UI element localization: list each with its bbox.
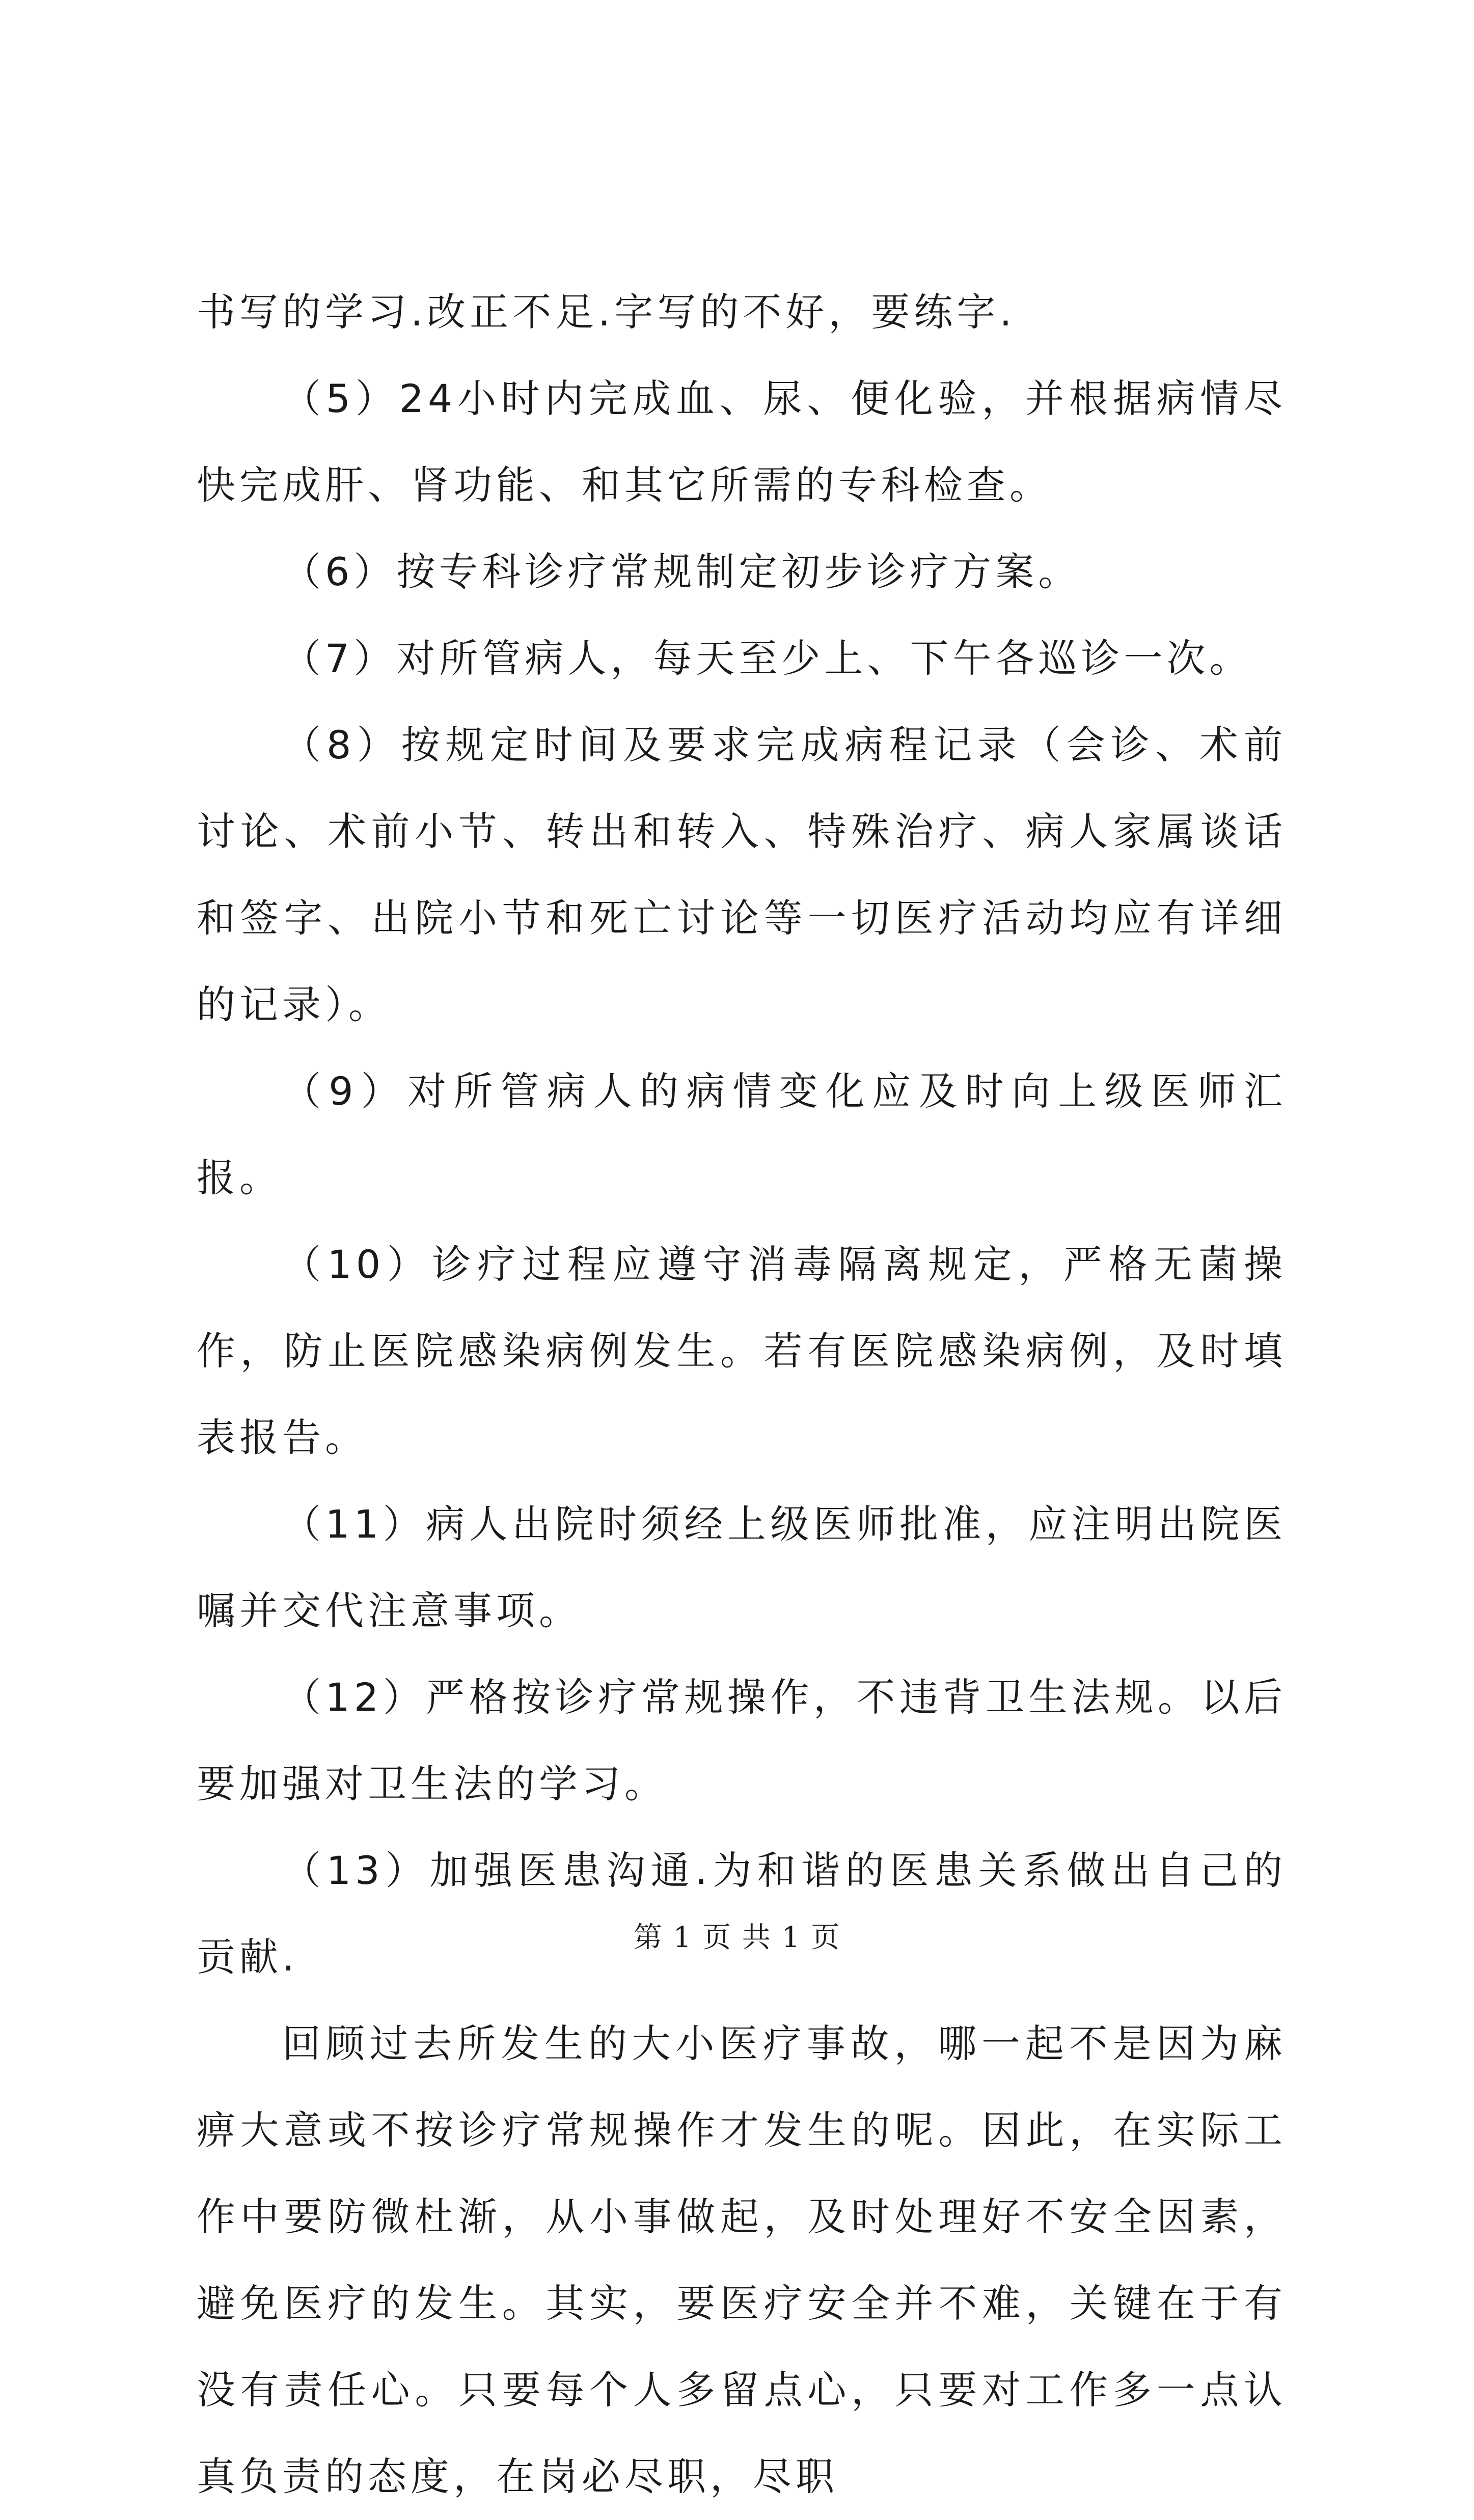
paragraph: （10）诊疗过程应遵守消毒隔离规定，严格无菌操作，防止医院感染病例发生。若有医院感染病例，及时填表报告。 — [197, 1242, 1287, 1460]
document-body — [197, 269, 1287, 2520]
page-footer — [0, 1915, 1474, 1956]
paragraph: （12）严格按诊疗常规操作，不违背卫生法规。以后要加强对卫生法的学习。 — [197, 1675, 1287, 1806]
paragraph: 书写的学习.改正不足.字写的不好，要练字. — [197, 289, 1016, 335]
paragraph: 回顾过去所发生的大小医疗事故，哪一起不是因为麻痹大意或不按诊疗常规操作才发生的呢。因此，在实际工作中要防微杜渐，从小事做起，及时处理好不安全因素，避免医疗的发生。其实，要医疗安全并不难，关键在于有没有责任心。只要每个人多留点心，只要对工作多一点认真负责的态度，在岗必尽职，尽职 — [197, 2021, 1287, 2499]
paragraph: （9）对所管病人的病情变化应及时向上级医师汇报。 — [197, 1069, 1287, 1200]
paragraph: （8）按规定时间及要求完成病程记录（会诊、术前讨论、术前小节、转出和转入、特殊治疗、病人家属谈话和签字、出院小节和死亡讨论等一切医疗活动均应有详细的记录）。 — [197, 722, 1287, 1027]
page-number-label: 第 1 页 共 1 页 — [633, 1921, 841, 1954]
paragraph: （5）24小时内完成血、尿、便化验，并根据病情尽快完成肝、肾功能、和其它所需的专科检查。 — [197, 376, 1287, 508]
paragraph: （11）病人出院时须经上级医师批准，应注明出院医嘱并交代注意事项。 — [197, 1501, 1287, 1633]
paragraph: （13）加强医患沟通.为和谐的医患关系做出自己的贡献. — [197, 1848, 1287, 1980]
paragraph: （7）对所管病人，每天至少上、下午各巡诊一次。 — [282, 636, 1252, 681]
paragraph: （6）按专科诊疗常规制定初步诊疗方案。 — [282, 549, 1081, 594]
